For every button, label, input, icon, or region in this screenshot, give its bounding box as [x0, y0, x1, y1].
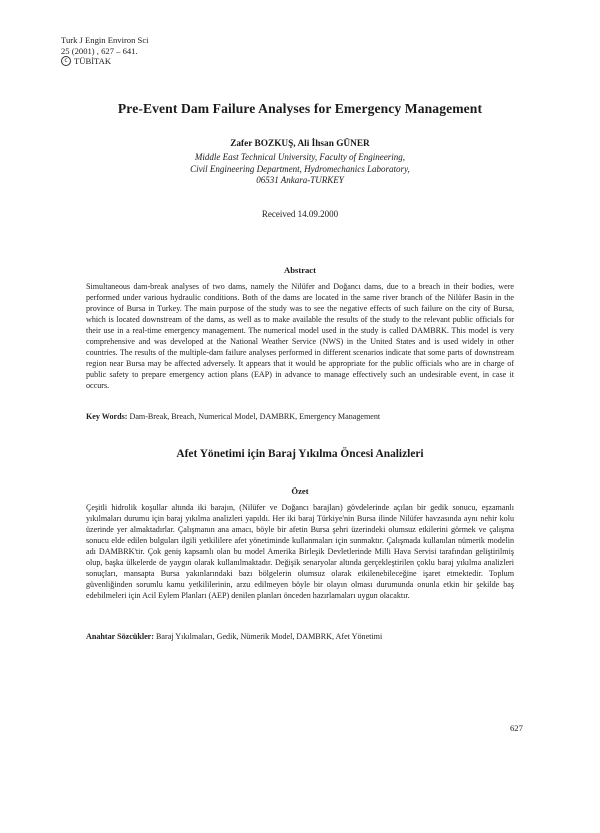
- keywords-tr: [86, 631, 514, 642]
- affiliation-line-1: Middle East Technical University, Faculty of Engineering,: [194, 152, 406, 162]
- journal-header: [61, 35, 149, 67]
- abstract-heading: Abstract: [284, 265, 316, 275]
- publisher-name: TÜBİTAK: [74, 56, 112, 67]
- turkish-title: Afet Yönetimi için Baraj Yıkılma Öncesi Analizleri: [176, 448, 424, 460]
- ozet-body: Çeşitli hidrolik koşullar altında iki barajın, (Nilüfer ve Doğancı barajları) gövdelerinde açılan bir gedik sonucu, eşzamanlı yıkılmaları durumu için baraj yıkılma analizleri yapıldı. Her iki baraj Türkiye'nin Bursa ilinde Nilüfer havzasında aynı nehir kolu üzerinde yer almaktadırlar. Çalışmanın ana amacı, böyle bir afetin Bursa şehri üzerindeki olumsuz etkilerini görmek ve çalışma sonucu elde edilen bulguları ilgili yetkililere afet yönetiminde kullanmaları için sunmaktır. Çalışmada kullanılan nümerik modelin adı DAMBRK'tir. Çok geniş kapsamlı olan bu model Amerika Birleşik Devletlerinde Milli Hava Servisi tarafından geliştirilmiş olup, başka ülkelerde de yaygın olarak kullanılmaktadır. Değişik senaryolar altında gerçekleştirilen çoklu baraj yıkılma analizleri sonuçları, mansapta Bursa yakınlarındaki bazı bölgelerin olumsuz olarak etkilenebileceğine işaret etmektedir. Toplum güvenliğinden sorumlu kamu yetkililerinin, arzu edilmeyen böyle bir olayın olması durumunda onunla etkin bir şekilde baş edebilmeleri için Acil Eylem Planları (AEP) denilen planları önceden hazırlamaları uygun olacaktır.: [86, 503, 514, 601]
- keywords-tr-list: Baraj Yıkılmaları, Gedik, Nümerik Model, DAMBRK, Afet Yönetimi: [156, 632, 383, 641]
- affiliation-line-2: Civil Engineering Department, Hydromechanics Laboratory,: [190, 163, 410, 174]
- author-list: Zafer BOZKUŞ, Ali İhsan GÜNER: [230, 139, 370, 149]
- keywords-tr-label: Anahtar Sözcükler:: [86, 632, 154, 641]
- keywords-en: [86, 411, 514, 422]
- affiliation-line-3: 06531 Ankara-TURKEY: [256, 175, 344, 186]
- keywords-en-label: Key Words:: [86, 412, 128, 421]
- affiliation: [0, 152, 600, 187]
- page-number: 627: [510, 723, 523, 733]
- abstract-body: Simultaneous dam-break analyses of two dams, namely the Nilüfer and Doğancı dams, due to a breach in their bodies, were performed under various hydraulic conditions. Both of the dams are located in the same river branch of the Nilüfer Basin in the province of Bursa in Turkey. The main purpose of the study was to see the negative effects of such failure on the city of Bursa, which is located downstream of the dams, as well as to make available the results of the study to the relevant public officials for their use in a real-time emergency management. The numerical model used in the study is called DAMBRK. This model is very comprehensive and was developed at the National Weather Service (NWS) in the United States and is used widely in other countries. The results of the multiple-dam failure analyses performed in different scenarios indicate that some parts of downstream region near Bursa may be affected adversely. It appears that it would be appropriate for the public officials who are in charge of public safety to prepare emergency action plans (EAP) in advance to manage effectively such an undesirable event, in case it occurs.: [86, 282, 514, 391]
- journal-name: Turk J Engin Environ Sci: [61, 35, 149, 45]
- keywords-en-list: Dam-Break, Breach, Numerical Model, DAMBRK, Emergency Management: [129, 412, 381, 421]
- received-date: Received 14.09.2000: [261, 209, 339, 219]
- journal-issue: 25 (2001) , 627 – 641.: [61, 45, 138, 56]
- ozet-heading: Özet: [291, 486, 309, 496]
- paper-title: Pre-Event Dam Failure Analyses for Emergency Management: [117, 101, 483, 116]
- copyright-icon: c: [61, 56, 71, 66]
- publisher-line: [61, 56, 149, 67]
